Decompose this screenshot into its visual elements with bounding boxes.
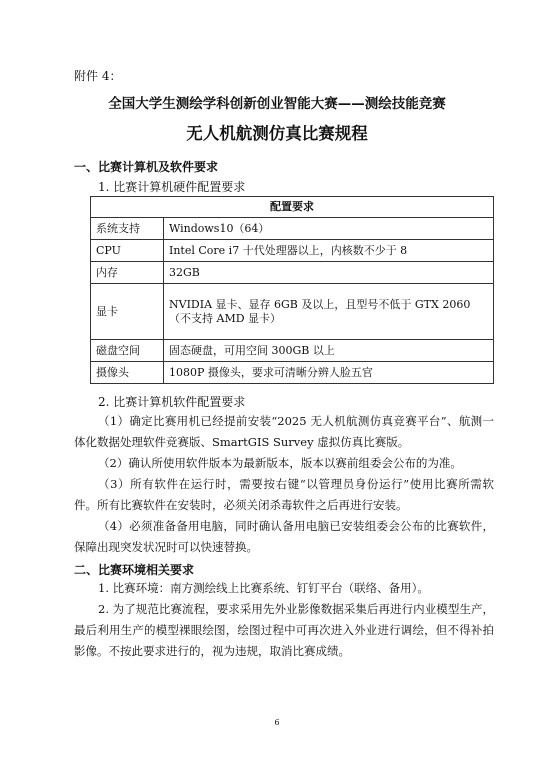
paragraph: （3）所有软件在运行时，需要按右键“以管理员身份运行”使用比赛所需软件。所有比赛软件在安装时，必须关闭杀毒软件之后再进行安装。	[74, 477, 494, 512]
paragraph: 2. 为了规范比赛流程，要求采用先外业影像数据采集后再进行内业模型生产，最后利用生产的模型裸眼绘图，绘图过程中可再次进入外业进行调绘，但不得补拍影像。不按此要求进行的，视为违规，取消比赛成绩。	[74, 602, 494, 658]
row-key: CPU	[91, 240, 164, 262]
row-key: 系统支持	[91, 218, 164, 240]
row-key: 显卡	[91, 284, 164, 340]
row-value: 1080P 摄像头，要求可清晰分辨人脸五官	[164, 362, 494, 384]
paragraph: （4）必须准备备用电脑，同时确认备用电脑已安装组委会公布的比赛软件，保障出现突发状况时可以快速替换。	[74, 519, 494, 554]
row-key: 磁盘空间	[91, 340, 164, 362]
table-row	[91, 240, 494, 262]
table-header: 配置要求	[91, 197, 494, 218]
paragraph: 1. 比赛环境：南方测绘线上比赛系统、钉钉平台（联络、备用）。	[98, 581, 429, 595]
table-row	[91, 284, 494, 340]
row-value: 固态硬盘，可用空间 300GB 以上	[164, 340, 494, 362]
software-subheading: 2. 比赛计算机软件配置要求	[98, 395, 246, 409]
row-key: 内存	[91, 262, 164, 284]
row-value: Windows10（64）	[164, 218, 494, 240]
table-row	[91, 340, 494, 362]
attachment-label: 附件 4：	[74, 69, 122, 83]
table-header-row	[91, 197, 494, 218]
section2-heading: 二、比赛环境相关要求	[74, 563, 195, 577]
rules-title: 无人机航测仿真比赛规程	[186, 124, 368, 143]
paragraph: （1）确定比赛用机已经提前安装“2025 无人机航测仿真竞赛平台”、航测一体化数据处理软件竞赛版、SmartGIS Survey 虚拟仿真比赛版。	[74, 414, 494, 449]
row-value: 32GB	[164, 262, 494, 284]
hardware-subheading: 1. 比赛计算机硬件配置要求	[98, 180, 246, 194]
row-value-note: （不支持 AMD 显卡）	[169, 311, 282, 325]
page-number: 6	[274, 718, 280, 727]
row-value: Intel Core i7 十代处理器以上，内核数不少于 8	[164, 240, 494, 262]
section1-heading: 一、比赛计算机及软件要求	[74, 160, 219, 174]
table-row	[91, 262, 494, 284]
table-row	[91, 362, 494, 384]
hardware-config-table	[90, 196, 494, 384]
paragraph: （2）确认所使用软件版本为最新版本，版本以赛前组委会公布的为准。	[98, 456, 462, 470]
row-key: 摄像头	[91, 362, 164, 384]
row-value-cell	[164, 284, 494, 340]
competition-title: 全国大学生测绘学科创新创业智能大赛——测绘技能竞赛	[108, 96, 446, 112]
table-row	[91, 218, 494, 240]
row-value: NVIDIA 显卡、显存 6GB 及以上，且型号不低于 GTX 2060	[169, 297, 471, 311]
